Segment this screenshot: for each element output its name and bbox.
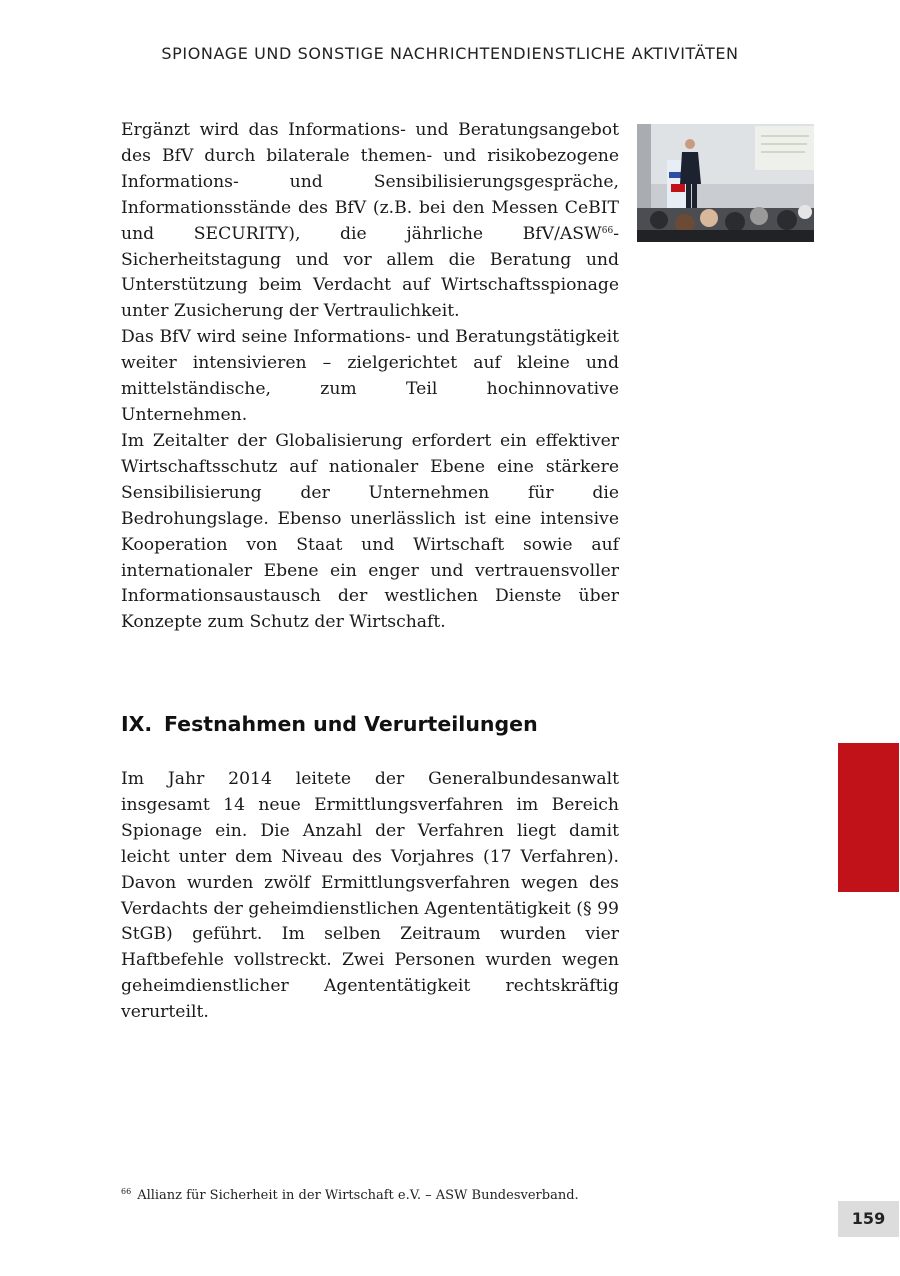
running-head: SPIONAGE UND SONSTIGE NACHRICHTENDIENSTLICHE AKTIVITÄTEN — [161, 44, 739, 63]
footnote-reference[interactable]: 66 — [601, 225, 614, 236]
page-number: 159 — [838, 1201, 899, 1237]
paragraph-text: -Sicherheitstagung und vor allem die Beratung und Unterstützung beim Verdacht auf Wirtschaftsspionage unter Zusicherung der Vertraulichkeit. — [121, 223, 619, 322]
conference-photo — [637, 124, 814, 242]
section-number: IX. — [121, 712, 153, 736]
chapter-marker-tab — [838, 743, 899, 892]
paragraph-globalization: Im Zeitalter der Globalisierung erfordert ein effektiver Wirtschaftsschutz auf nationaler Ebene eine stärkere Sensibilisierung der Unternehmen für die Bedrohungslage. Ebenso unerlässlich ist eine intensive Kooperation von Staat und Wirtschaft sowie auf internationaler Ebene ein enger und vertrauensvoller Informationsaustausch der westlichen Dienste über Konzepte zum Schutz der Wirtschaft. — [121, 431, 619, 633]
footnote-mark: 66 — [121, 1187, 132, 1196]
footnote-text: Allianz für Sicherheit in der Wirtschaft e.V. – ASW Bundesverband. — [137, 1188, 579, 1203]
paragraph-intensify: Das BfV wird seine Informations- und Beratungstätigkeit weiter intensivieren – zielgerichtet auf kleine und mittelständische, zum Teil hochinnovative Unternehmen. — [121, 327, 619, 425]
paragraph-consulting-offer — [121, 118, 619, 325]
paragraph-text: Ergänzt wird das Informations- und Beratungsangebot des BfV durch bilaterale themen- und risikobezogene Informations- und Sensibilisierungsgespräche, Informationsstände des BfV (z.B. bei den Messen CeBIT und SECURITY), die jährliche BfV/ASW — [121, 120, 619, 244]
section-heading — [121, 712, 538, 736]
section-title: Festnahmen und Verurteilungen — [164, 712, 538, 736]
footnote — [121, 1187, 579, 1203]
paragraph-arrests: Im Jahr 2014 leitete der Generalbundesanwalt insgesamt 14 neue Ermittlungsverfahren im Bereich Spionage ein. Die Anzahl der Verfahren liegt damit leicht unter dem Niveau des Vorjahres (17 Verfahren). Davon wurden zwölf Ermittlungsverfahren wegen des Verdachts der geheimdienstlichen Agententätigkeit (§ 99 StGB) geführt. Im selben Zeitraum wurden vier Haftbefehle vollstreckt. Zwei Personen wurden wegen geheimdienstlicher Agententätigkeit rechtskräftig verurteilt. — [121, 769, 619, 1023]
